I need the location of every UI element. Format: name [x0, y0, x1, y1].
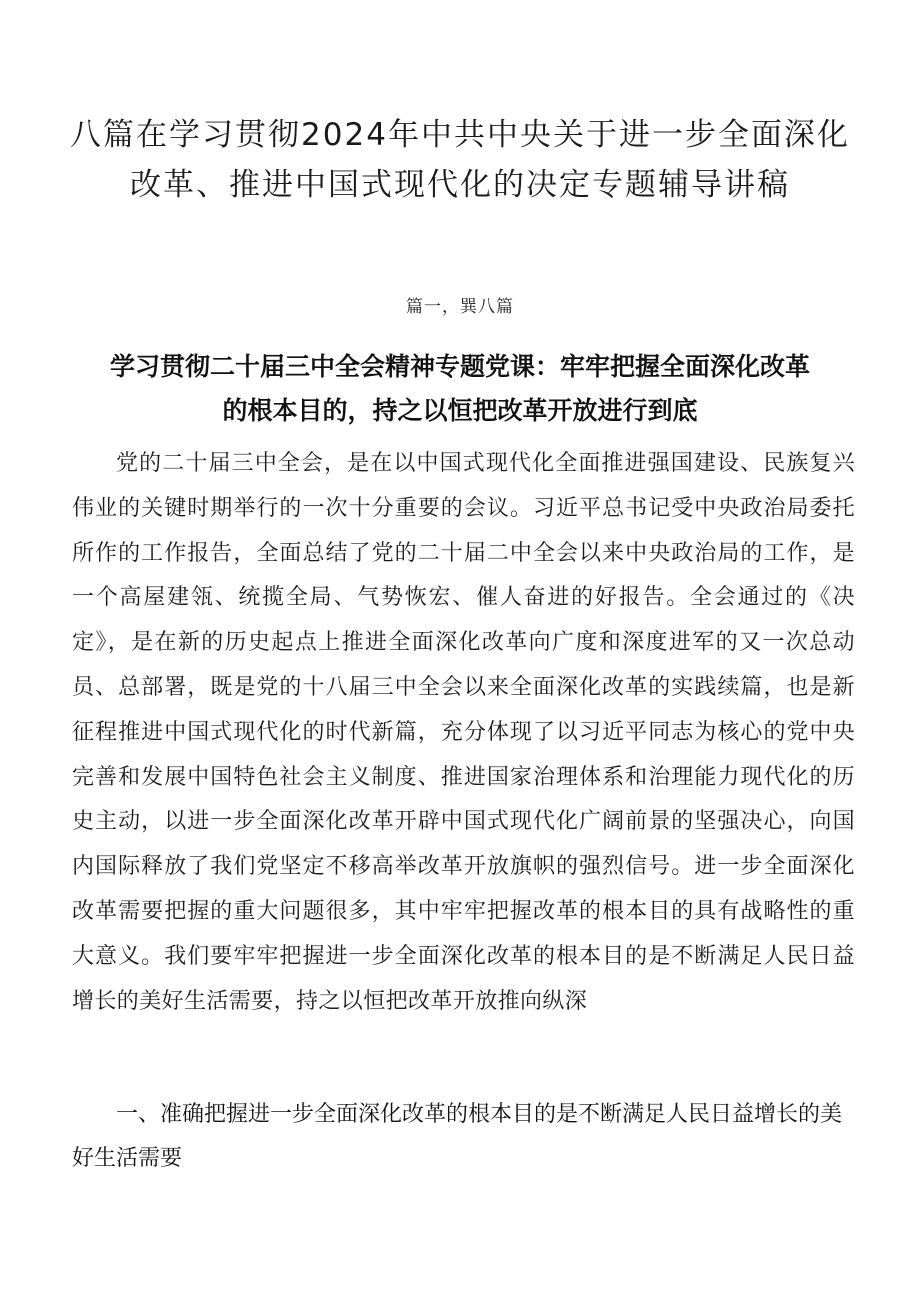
- section-label: 篇一，巽八篇: [406, 297, 514, 317]
- document-title: 八篇在学习贯彻2024年中共中央关于进一步全面深化改革、推进中国式现代化的决定专题辅导讲稿: [70, 117, 850, 203]
- body-paragraph: 党的二十届三中全会，是在以中国式现代化全面推进强国建设、民族复兴伟业的关键时期举行的一次十分重要的会议。习近平总书记受中央政治局委托所作的工作报告，全面总结了党的二十届二中全会以来中央政治局的工作，是一个高屋建瓴、统揽全局、气势恢宏、催人奋进的好报告。全会通过的《决定》，是在新的历史起点上推进全面深化改革向广度和深度进军的又一次总动员、总部署，既是党的十八届三中全会以来全面深化改革的实践续篇，也是新征程推进中国式现代化的时代新篇，充分体现了以习近平同志为核心的党中央完善和发展中国特色社会主义制度、推进国家治理体系和治理能力现代化的历史主动，以进一步全面深化改革开辟中国式现代化广阔前景的坚强决心，向国内国际释放了我们党坚定不移高举改革开放旗帜的强烈信号。进一步全面深化改革需要把握的重大问题很多，其中牢牢把握改革的根本目的具有战略性的重大意义。我们要牢牢把握进一步全面深化改革的根本目的是不断满足人民日益增长的美好生活需要，持之以恒把改革开放推向纵深: [72, 451, 855, 1014]
- section-heading: 一、准确把握进一步全面深化改革的根本目的是不断满足人民日益增长的美好生活需要: [72, 1102, 843, 1171]
- article-title: 学习贯彻二十届三中全会精神专题党课：牢牢把握全面深化改革的根本目的，持之以恒把改革开放进行到底: [110, 352, 811, 425]
